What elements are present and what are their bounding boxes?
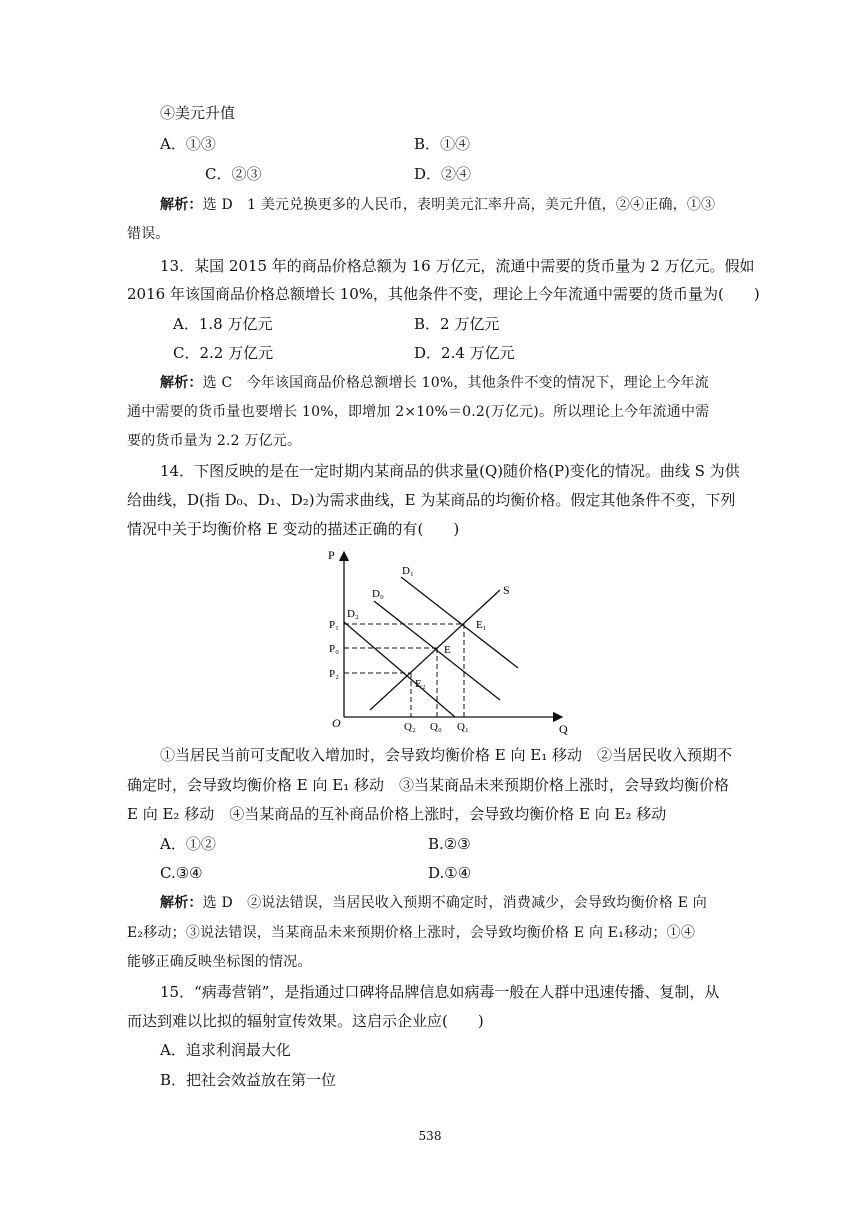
q15-stem-line-1: 15．“病毒营销”，是指通过口碑将品牌信息如病毒一般在人群中迅速传播、复制，从 bbox=[160, 983, 720, 1001]
q13-stem-line-2: 2016 年该国商品价格总额增长 10%，其他条件不变，理论上今年流通中需要的货币量为( ) bbox=[127, 285, 760, 303]
q13-stem-line-1: 13．某国 2015 年的商品价格总额为 16 万亿元，流通中需要的货币量为 2 万亿元。假如 bbox=[160, 257, 755, 275]
label-p0: P₀ bbox=[329, 643, 339, 655]
label-d2: D₂ bbox=[347, 608, 359, 620]
q13-solution-line-1 bbox=[160, 373, 709, 393]
q14-option-a: A．①② bbox=[160, 835, 216, 853]
label-q0: Q₀ bbox=[430, 721, 442, 733]
label-e: E bbox=[444, 644, 451, 656]
q15-option-a: A．追求利润最大化 bbox=[160, 1041, 291, 1059]
solution-label: 解析： bbox=[160, 197, 203, 213]
q12-solution-text: 选 D 1 美元兑换更多的人民币，表明美元汇率升高，美元升值，②④正确，①③ bbox=[202, 197, 716, 213]
q14-items-line-1: ①当居民当前可支配收入增加时，会导致均衡价格 E 向 E₁ 移动 ②当居民收入预期不 bbox=[160, 746, 732, 764]
q14-option-d: D.①④ bbox=[428, 864, 472, 882]
q12-option-d: D．②④ bbox=[414, 165, 472, 183]
axis-label-q: Q bbox=[559, 722, 568, 735]
label-d0: D₀ bbox=[372, 588, 384, 600]
q12-option-a: A．①③ bbox=[160, 135, 216, 153]
label-d1: D₁ bbox=[402, 565, 414, 577]
page-number: 538 bbox=[418, 1129, 442, 1143]
q13-option-c: C．2.2 万亿元 bbox=[173, 344, 274, 362]
q14-solution-line-3: 能够正确反映坐标图的情况。 bbox=[127, 954, 312, 970]
q14-stem-line-3: 情况中关于均衡价格 E 变动的描述正确的有( ) bbox=[127, 520, 460, 538]
supply-curve-s bbox=[370, 590, 500, 710]
label-p2: P₂ bbox=[329, 668, 339, 680]
q13-solution-text: 选 C 今年该国商品价格总额增长 10%，其他条件不变的情况下，理论上今年流 bbox=[202, 375, 709, 391]
q14-items-line-3: E 向 E₂ 移动 ④当某商品的互补商品价格上涨时，会导致均衡价格 E 向 E₂ 移动 bbox=[127, 805, 667, 823]
q13-solution-line-2: 通中需要的货币量也要增长 10%，即增加 2×10%＝0.2(万亿元)。所以理论上今年流通中需 bbox=[127, 404, 710, 420]
axis-label-p: P bbox=[328, 548, 335, 562]
q12-option-b: B．①④ bbox=[414, 135, 471, 153]
q14-option-b: B.②③ bbox=[428, 835, 471, 853]
solution-label: 解析： bbox=[160, 375, 203, 391]
q14-option-c: C.③④ bbox=[160, 864, 203, 882]
label-e2: E₂ bbox=[415, 678, 426, 690]
label-q2: Q₂ bbox=[404, 721, 416, 733]
q12-solution-line-2: 错误。 bbox=[127, 226, 170, 242]
label-p1: P₁ bbox=[329, 619, 339, 631]
q15-stem-line-2: 而达到难以比拟的辐射宣传效果。这启示企业应( ) bbox=[127, 1012, 484, 1030]
q14-stem-line-2: 给曲线，D(指 D₀、D₁、D₂)为需求曲线，E 为某商品的均衡价格。假定其他条件不变，下列 bbox=[127, 491, 736, 509]
q14-solution-line-2: E₂移动；③说法错误，当某商品未来预期价格上涨时，会导致均衡价格 E 向 E₁移动；①④ bbox=[127, 925, 696, 941]
demand-curve-d2 bbox=[344, 622, 455, 717]
q13-solution-line-3: 要的货币量为 2.2 万亿元。 bbox=[127, 433, 302, 449]
demand-curve-d1 bbox=[401, 577, 518, 668]
label-s: S bbox=[503, 583, 510, 597]
q14-solution-text: 选 D ②说法错误，当居民收入预期不确定时，消费减少，会导致均衡价格 E 向 bbox=[202, 895, 708, 911]
q13-option-d: D．2.4 万亿元 bbox=[414, 344, 515, 362]
label-q1: Q₁ bbox=[457, 721, 469, 733]
supply-demand-diagram bbox=[322, 545, 582, 735]
q12-solution-line-1 bbox=[160, 195, 715, 215]
q14-solution-line-1 bbox=[160, 893, 707, 913]
solution-label: 解析： bbox=[160, 895, 203, 911]
label-e1: E₁ bbox=[476, 619, 487, 631]
q13-option-b: B．2 万亿元 bbox=[414, 315, 500, 333]
q14-stem-line-1: 14．下图反映的是在一定时期内某商品的供求量(Q)随价格(P)变化的情况。曲线 S 为供 bbox=[160, 462, 740, 480]
q14-items-line-2: 确定时，会导致均衡价格 E 向 E₁ 移动 ③当某商品未来预期价格上涨时，会导致均衡价格 bbox=[127, 776, 729, 794]
q12-item-4: ④美元升值 bbox=[160, 104, 236, 122]
origin-label: O bbox=[332, 716, 341, 730]
q12-option-c: C．②③ bbox=[205, 165, 262, 183]
q13-option-a: A．1.8 万亿元 bbox=[173, 315, 273, 333]
q15-option-b: B．把社会效益放在第一位 bbox=[160, 1071, 337, 1089]
